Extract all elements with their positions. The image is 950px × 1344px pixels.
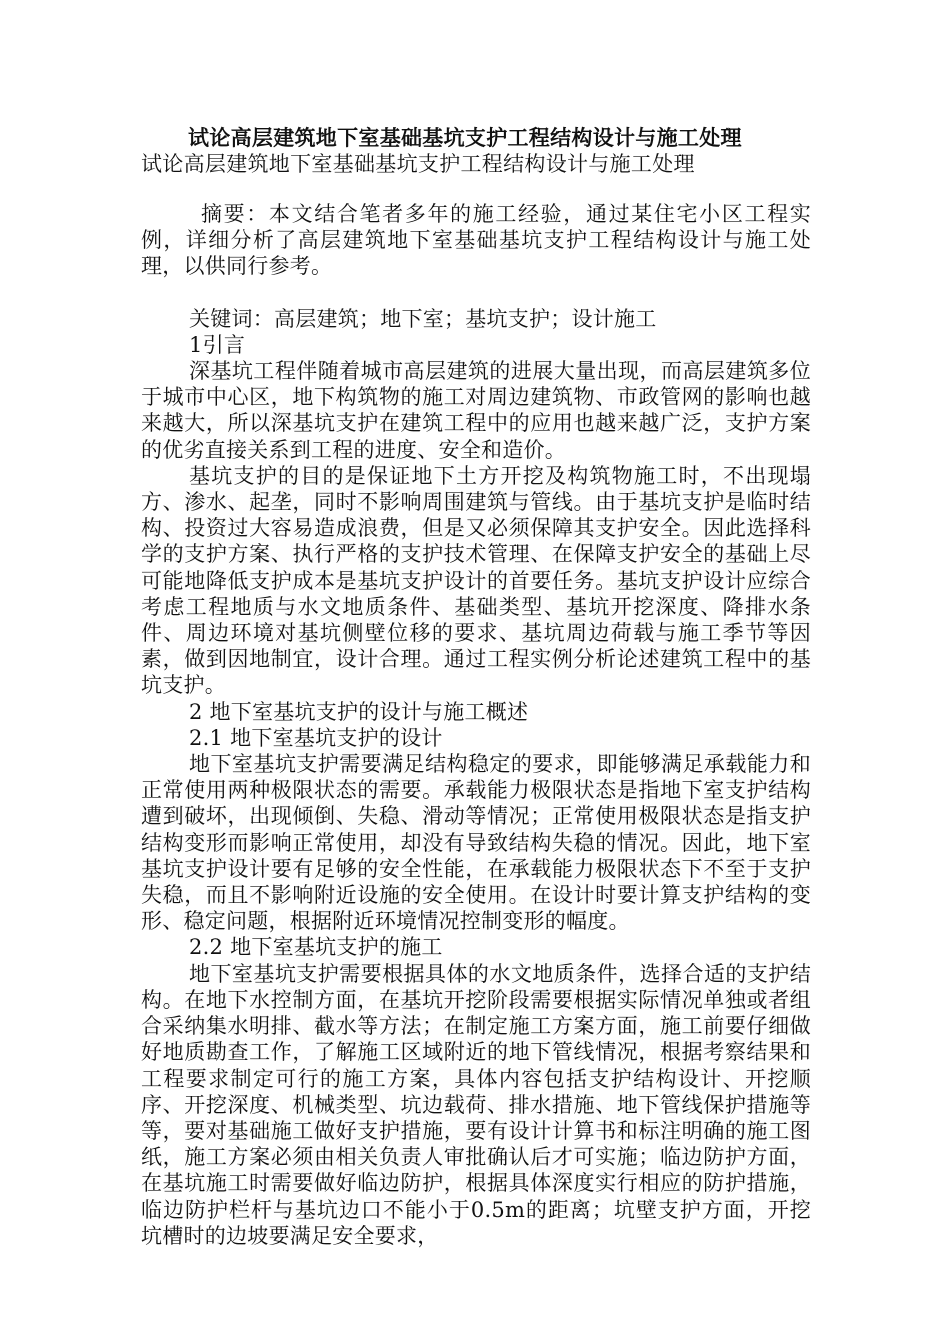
section-2-heading: 2 地下室基坑支护的设计与施工概述 <box>189 699 529 724</box>
section-1-heading: 1引言 <box>189 332 246 357</box>
section-1-paragraph-2: 基坑支护的目的是保证地下土方开挖及构筑物施工时，不出现塌方、渗水、起垄，同时不影响周围建筑与管线。由于基坑支护是临时结构、投资过大容易造成浪费，但是又必须保障其支护安全。因此选择科学的支护方案、执行严格的支护技术管理、在保障支护安全的基础上尽可能地降低支护成本是基坑支护设计的首要任务。基坑支护设计应综合考虑工程地质与水文地质条件、基础类型、基坑开挖深度、降排水条件、周边环境对基坑侧壁位移的要求、基坑周边荷载与施工季节等因素，做到因地制宜，设计合理。通过工程实例分析论述建筑工程中的基坑支护。 <box>141 463 811 698</box>
document-body <box>141 201 811 1249</box>
section-1-paragraph-1: 深基坑工程伴随着城市高层建筑的进展大量出现，而高层建筑多位于城市中心区，地下构筑物的施工对周边建筑物、市政管网的影响也越来越大，所以深基坑支护在建筑工程中的应用也越来越广泛，支护方案的优劣直接关系到工程的进度、安全和造价。 <box>141 359 811 462</box>
keywords-line: 关键词：高层建筑；地下室；基坑支护；设计施工 <box>189 306 657 331</box>
abstract-paragraph: 摘要：本文结合笔者多年的施工经验，通过某住宅小区工程实例，详细分析了高层建筑地下室基础基坑支护工程结构设计与施工处理，以供同行参考。 <box>141 202 811 279</box>
document-title-plain: 试论高层建筑地下室基础基坑支护工程结构设计与施工处理 <box>141 152 695 176</box>
section-2-2-heading: 2.2 地下室基坑支护的施工 <box>189 935 443 960</box>
section-2-1-paragraph: 地下室基坑支护需要满足结构稳定的要求，即能够满足承载能力和正常使用两种极限状态的需要。承载能力极限状态是指地下室支护结构遭到破坏，出现倾倒、失稳、滑动等情况；正常使用极限状态是指支护结构变形而影响正常使用，却没有导致结构失稳的情况。因此，地下室基坑支护设计要有足够的安全性能，在承载能力极限状态下不至于支护失稳，而且不影响附近设施的安全使用。在设计时要计算支护结构的变形、稳定问题，根据附近环境情况控制变形的幅度。 <box>141 752 811 934</box>
section-2-1-heading: 2.1 地下室基坑支护的设计 <box>189 725 443 750</box>
section-2-2-paragraph: 地下室基坑支护需要根据具体的水文地质条件，选择合适的支护结构。在地下水控制方面，在基坑开挖阶段需要根据实际情况单独或者组合采纳集水明排、截水等方法；在制定施工方案方面，施工前要仔细做好地质勘查工作，了解施工区域附近的地下管线情况，根据考察结果和工程要求制定可行的施工方案，具体内容包括支护结构设计、开挖顺序、开挖深度、机械类型、坑边载荷、排水措施、地下管线保护措施等等，要对基础施工做好支护措施，要有设计计算书和标注明确的施工图纸，施工方案必须由相关负责人审批确认后才可实施；临边防护方面，在基坑施工时需要做好临边防护，根据具体深度实行相应的防护措施，临边防护栏杆与基坑边口不能小于0.5m的距离；坑壁支护方面，开挖坑槽时的边坡要满足安全要求， <box>141 961 811 1248</box>
paragraph-spacer <box>141 280 811 306</box>
document-title-bold: 试论高层建筑地下室基础基坑支护工程结构设计与施工处理 <box>188 125 742 150</box>
